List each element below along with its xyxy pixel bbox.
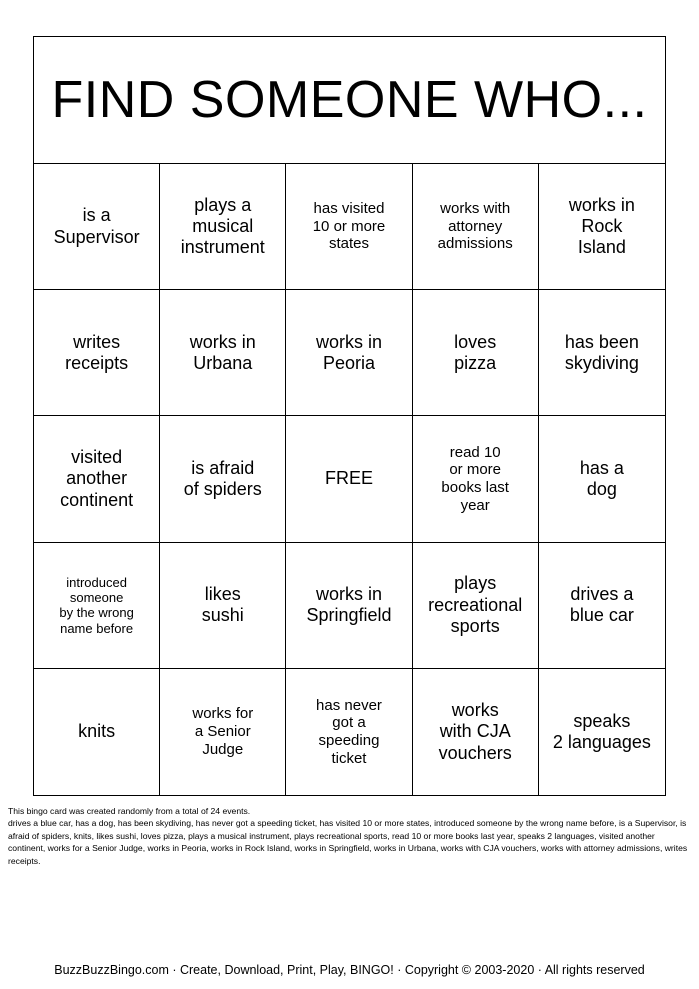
bingo-cell: drives a blue car — [539, 543, 665, 669]
site-footer: BuzzBuzzBingo.com · Create, Download, Print, Play, BINGO! · Copyright © 2003-2020 · All rights reserved — [54, 963, 645, 977]
bingo-grid — [34, 164, 665, 795]
bingo-cell: works for a Senior Judge — [160, 669, 286, 795]
bingo-cell: knits — [34, 669, 160, 795]
bingo-cell: likes sushi — [160, 543, 286, 669]
bingo-cell: read 10 or more books last year — [413, 416, 539, 542]
card-note — [8, 805, 692, 867]
bingo-cell: plays recreational sports — [413, 543, 539, 669]
card-title: FIND SOMEONE WHO... — [34, 37, 665, 164]
bingo-cell: has never got a speeding ticket — [286, 669, 412, 795]
bingo-cell: works in Peoria — [286, 290, 412, 416]
free-space-cell: FREE — [286, 416, 412, 542]
bingo-cell: speaks 2 languages — [552, 710, 651, 752]
note-event-list: drives a blue car, has a dog, has been skydiving, has never got a speeding ticket, has visited 10 or more states, introduced someone by the wrong name before, is a Supervisor, is afraid of spiders, knits, likes sushi, loves pizza, plays a musical instrument, plays recreational sports, read 10 or more books last year, speaks 2 languages, visited another continent, works for a Senior Judge, works in Peoria, works in Rock Island, works in Springfield, works in Urbana, works with CJA vouchers, works with attorney admissions, writes receipts. — [8, 818, 688, 866]
bingo-cell: plays a musical instrument — [160, 164, 286, 290]
bingo-cell: visited another continent — [34, 416, 160, 542]
bingo-cell: is a Supervisor — [34, 164, 160, 290]
note-summary: This bingo card was created randomly from a total of 24 events. — [8, 806, 251, 816]
bingo-cell: has a dog — [539, 416, 665, 542]
bingo-cell: works in Rock Island — [539, 164, 665, 290]
bingo-cell: is afraid of spiders — [160, 416, 286, 542]
bingo-cell: works with CJA vouchers — [413, 669, 539, 795]
bingo-cell: has been skydiving — [539, 290, 665, 416]
bingo-cell: works in Urbana — [160, 290, 286, 416]
bingo-cell: loves pizza — [413, 290, 539, 416]
bingo-cell: works with attorney admissions — [413, 164, 539, 290]
bingo-cell: works in Springfield — [286, 543, 412, 669]
bingo-cell: has visited 10 or more states — [286, 164, 412, 290]
bingo-card — [33, 36, 666, 796]
bingo-cell: writes receipts — [34, 290, 160, 416]
bingo-cell: introduced someone by the wrong name before — [34, 543, 160, 669]
